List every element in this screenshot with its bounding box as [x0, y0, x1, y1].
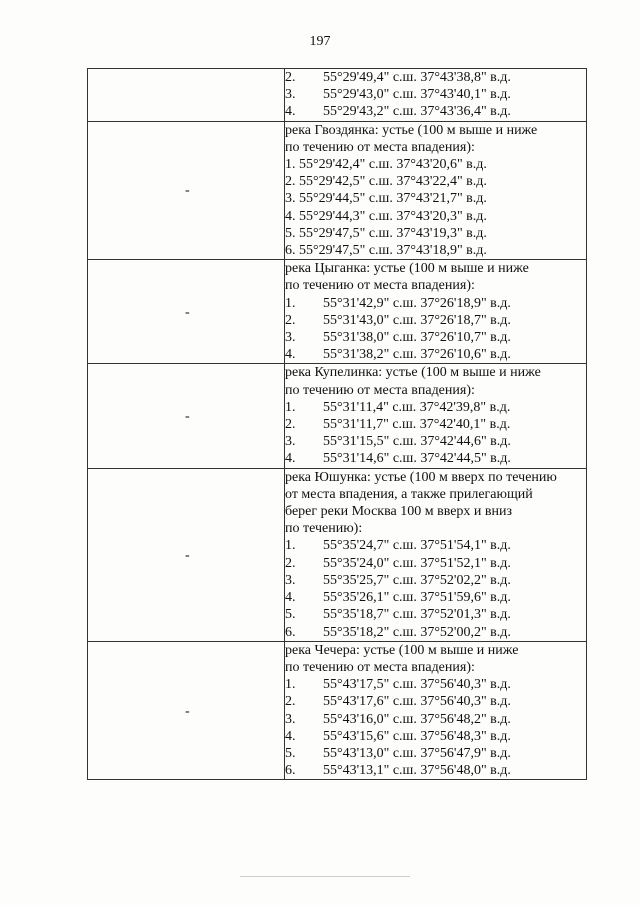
point-coordinates: 55°43'13,0" с.ш. 37°56'47,9" в.д.: [323, 745, 511, 761]
coordinate-line: [285, 416, 586, 433]
description-line: по течению от места впадения):: [285, 382, 475, 398]
point-number: 5.: [285, 745, 296, 761]
point-coordinates: 55°43'16,0" с.ш. 37°56'48,2" в.д.: [323, 711, 511, 727]
point-number: 1.: [285, 399, 296, 415]
boundary-description-cell: [285, 468, 587, 641]
point-number: 4.: [285, 590, 296, 606]
point-coordinates: 55°35'26,1" с.ш. 37°51'59,6" в.д.: [323, 590, 511, 606]
coordinate-line: [285, 433, 586, 450]
point-number: 3.: [285, 711, 296, 727]
description-line: река Гвоздянка: устье (100 м выше и ниже: [285, 122, 538, 138]
protected-sites-table: [87, 68, 587, 780]
coordinate-line: [285, 606, 586, 623]
boundary-description-cell: [285, 121, 587, 260]
description-line: от места впадения, а также прилегающий: [285, 486, 533, 502]
dash-mark: -: [185, 409, 190, 425]
point-coordinates: 55°31'11,7" с.ш. 37°42'40,1" в.д.: [323, 417, 511, 433]
name-cell: [88, 468, 285, 641]
point-coordinates: 55°31'38,0" с.ш. 37°26'10,7" в.д.: [323, 330, 511, 346]
point-coordinates: 55°31'38,2" с.ш. 37°26'10,6" в.д.: [323, 347, 511, 363]
name-cell: [88, 364, 285, 468]
boundary-description-cell: [285, 641, 587, 780]
table-row: [88, 468, 587, 641]
boundary-description-cell: [285, 69, 587, 122]
boundary-description-cell: [285, 364, 587, 468]
description-line: по течению от места впадения):: [285, 659, 475, 675]
scan-artifact-line: [240, 876, 410, 877]
point-number: 3.: [285, 330, 296, 346]
point-number: 2.: [285, 312, 296, 328]
coordinate-line: [285, 399, 586, 416]
coordinate-line: [285, 572, 586, 589]
point-number: 1.: [285, 538, 296, 554]
dash-mark: -: [185, 304, 190, 320]
coordinate-line: [285, 676, 586, 693]
point-number: 3.: [285, 572, 296, 588]
description-line: по течению от места впадения):: [285, 139, 475, 155]
description-line: река Цыганка: устье (100 м выше и ниже: [285, 261, 529, 277]
point-coordinates: 55°43'17,6" с.ш. 37°56'40,3" в.д.: [323, 694, 511, 710]
coordinate-line: 1. 55°29'42,4" с.ш. 37°43'20,6" в.д.: [285, 157, 487, 173]
table-row: [88, 121, 587, 260]
point-coordinates: 55°43'15,6" с.ш. 37°56'48,3" в.д.: [323, 728, 511, 744]
coordinate-line: [285, 762, 586, 779]
table-row: [88, 641, 587, 780]
coordinate-line: [285, 728, 586, 745]
coordinate-line: [285, 295, 586, 312]
point-number: 2.: [285, 417, 296, 433]
coordinate-line: 3. 55°29'44,5" с.ш. 37°43'21,7" в.д.: [285, 191, 487, 207]
description-line: по течению от места впадения):: [285, 278, 475, 294]
point-number: 6.: [285, 624, 296, 640]
name-cell: [88, 641, 285, 780]
point-coordinates: 55°29'43,2" с.ш. 37°43'36,4" в.д.: [323, 104, 511, 120]
coordinate-line: [285, 589, 586, 606]
coordinate-line: [285, 69, 586, 86]
point-number: 4.: [285, 728, 296, 744]
point-coordinates: 55°35'24,7" с.ш. 37°51'54,1" в.д.: [323, 538, 511, 554]
point-number: 2.: [285, 555, 296, 571]
point-coordinates: 55°29'43,0" с.ш. 37°43'40,1" в.д.: [323, 87, 511, 103]
page-number: 197: [309, 34, 331, 49]
description-line: река Чечера: устье (100 м выше и ниже: [285, 642, 519, 658]
point-coordinates: 55°31'15,5" с.ш. 37°42'44,6" в.д.: [323, 434, 511, 450]
point-coordinates: 55°29'49,4" с.ш. 37°43'38,8" в.д.: [323, 70, 511, 85]
name-cell: [88, 69, 285, 122]
table-row: [88, 69, 587, 122]
name-cell: [88, 260, 285, 364]
coordinate-line: [285, 555, 586, 572]
coordinate-line: [285, 312, 586, 329]
point-number: 6.: [285, 763, 296, 779]
point-number: 1.: [285, 295, 296, 311]
point-coordinates: 55°31'42,9" с.ш. 37°26'18,9" в.д.: [323, 295, 511, 311]
dash-mark: -: [185, 547, 190, 563]
coordinate-line: [285, 103, 586, 120]
coordinate-line: [285, 450, 586, 467]
coordinate-line: 6. 55°29'47,5" с.ш. 37°43'18,9" в.д.: [285, 243, 487, 259]
point-number: 2.: [285, 694, 296, 710]
point-coordinates: 55°43'17,5" с.ш. 37°56'40,3" в.д.: [323, 677, 511, 693]
description-line: река Купелинка: устье (100 м выше и ниже: [285, 365, 541, 381]
point-number: 3.: [285, 87, 296, 103]
coordinate-line: [285, 329, 586, 346]
coordinate-line: 5. 55°29'47,5" с.ш. 37°43'19,3" в.д.: [285, 225, 487, 241]
coordinate-line: 4. 55°29'44,3" с.ш. 37°43'20,3" в.д.: [285, 208, 487, 224]
coordinate-line: [285, 693, 586, 710]
coordinate-line: [285, 86, 586, 103]
coordinate-line: [285, 346, 586, 363]
point-coordinates: 55°31'11,4" с.ш. 37°42'39,8" в.д.: [323, 399, 511, 415]
point-number: 5.: [285, 607, 296, 623]
point-number: 4.: [285, 451, 296, 467]
description-line: по течению):: [285, 521, 363, 537]
coordinate-line: [285, 537, 586, 554]
dash-mark: -: [185, 703, 190, 719]
point-coordinates: 55°35'24,0" с.ш. 37°51'52,1" в.д.: [323, 555, 511, 571]
point-coordinates: 55°43'13,1" с.ш. 37°56'48,0" в.д.: [323, 763, 511, 779]
coordinate-line: [285, 745, 586, 762]
point-number: 1.: [285, 677, 296, 693]
point-coordinates: 55°35'18,7" с.ш. 37°52'01,3" в.д.: [323, 607, 511, 623]
point-number: 3.: [285, 434, 296, 450]
dash-mark: -: [185, 183, 190, 199]
point-number: 2.: [285, 70, 296, 85]
name-cell: [88, 121, 285, 260]
point-coordinates: 55°31'14,6" с.ш. 37°42'44,5" в.д.: [323, 451, 511, 467]
coordinate-line: [285, 624, 586, 641]
coordinate-line: 2. 55°29'42,5" с.ш. 37°43'22,4" в.д.: [285, 174, 487, 190]
table-row: [88, 260, 587, 364]
coordinate-line: [285, 711, 586, 728]
point-number: 4.: [285, 104, 296, 120]
point-coordinates: 55°35'25,7" с.ш. 37°52'02,2" в.д.: [323, 572, 511, 588]
description-line: река Юшунка: устье (100 м вверх по течению: [285, 469, 557, 485]
description-line: берег реки Москва 100 м вверх и вниз: [285, 504, 513, 520]
point-number: 4.: [285, 347, 296, 363]
boundary-description-cell: [285, 260, 587, 364]
point-coordinates: 55°31'43,0" с.ш. 37°26'18,7" в.д.: [323, 312, 511, 328]
point-coordinates: 55°35'18,2" с.ш. 37°52'00,2" в.д.: [323, 624, 511, 640]
table-row: [88, 364, 587, 468]
